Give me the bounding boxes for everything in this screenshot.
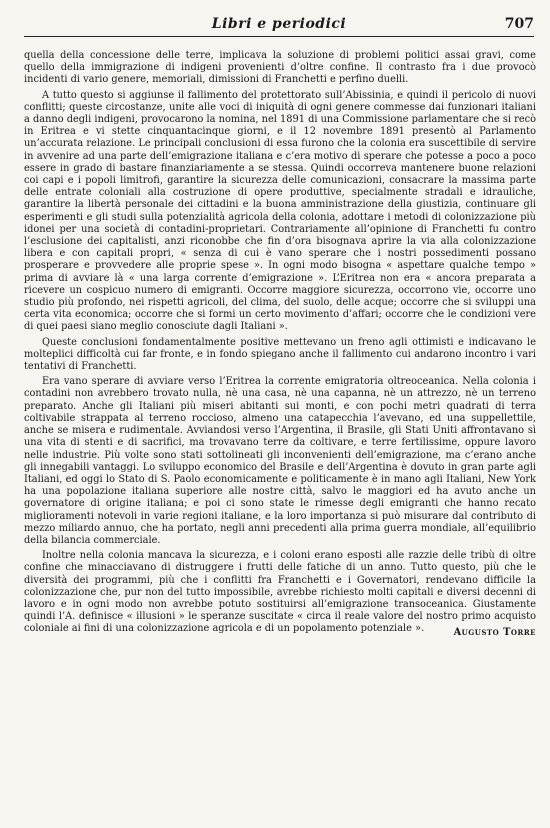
running-header — [24, 16, 534, 37]
paragraph-4: Era vano sperare di avviare verso l’Eritrea la corrente emigratoria oltreoceanica. Nella colonia i contadini non avrebbero trovato nulla, nè una casa, nè una capanna, nè un attrezzo, nè un terreno preparato. Anche gli Italiani più miseri abitanti sui monti, e con pochi metri quadrati di terra coltivabile strappata al terreno roccioso, almeno una catapecchia l’avevano, ed una suppellettile, anche se misera e rudimentale. Avviandosi verso l’Argentina, il Brasile, gli Stati Uniti affrontavano sì una vita di stenti e di sacrifici, ma trovavano terre da coltivare, e terre fertilissime, oppure lavoro nelle industrie. Più volte sono stati sottolineati gli inconvenienti dell’emigrazione, ma c’erano anche gli innegabili vantaggi. Lo sviluppo economico del Brasile e dell’Argentina è dovuto in gran parte agli Italiani, ed oggi lo Stato di S. Paolo economicamente e politicamente è in mano agli Italiani, New York ha una popolazione italiana superiore alle nostre città, salvo le maggiori ed ha avuto anche un governatore di origine italiana; e poi ci sono state le rimesse degli emigranti che hanno recato miglioramenti notevoli in varie regioni italiane, e la loro importanza si può misurare dal contributo di mezzo miliardo annuo, che ha portato, negli anni precedenti alla prima guerra mondiale, all’equilibrio della bilancia commerciale. — [24, 376, 536, 546]
author-signature: Augusto Torre — [453, 626, 536, 638]
page-number: 707 — [504, 16, 534, 32]
section-title: Libri e periodici — [211, 16, 347, 32]
paragraph-1: quella della concessione delle terre, implicava la soluzione di problemi politici assai gravi, come quello della immigrazione di indigeni provenienti d’oltre confine. Il contrasto fra i due provocò incidenti di vario genere, memoriali, dimissioni di Franchetti e perfino duelli. — [24, 50, 536, 86]
article-body — [24, 50, 536, 639]
paragraph-3: Queste conclusioni fondamentalmente positive mettevano un freno agli ottimisti e indicavano le molteplici difficoltà cui far fronte, e in fondo spiegano anche il fallimento cui andarono incontro i vari tentativi di Franchetti. — [24, 336, 536, 373]
paragraph-2: A tutto questo si aggiunse il fallimento del protettorato sull’Abissinia, e quindi il pericolo di nuovi conflitti; queste circostanze, unite alle voci di iniquità di ogni genere commesse dai funzionari italiani a danno degli indigeni, provocarono la nomina, nel 1891 di una Commissione parlamentare che si recò in Eritrea e vi stette cinquantacinque giorni, e il 12 novembre 1891 presentò al Parlamento un’accurata relazione. Le principali conclusioni di essa furono che la colonia era suscettibile di servire in avvenire ad una parte dell’emigrazione italiana e c’era motivo di sperare che potesse a poco a poco essere in grado di bastare finanziariamente a se stessa. Quindi occorreva mantenere buone relazioni coi capi e i popoli limitrofi, garantire la sicurezza delle comunicazioni, consacrare la massima parte delle entrate coloniali alla costruzione di opere produttive, specialmente stradali e idrauliche, garantire la libertà personale dei cittadini e la buona amministrazione della giustizia, continuare gli esperimenti e gli studi sulla potenzialità agricola della colonia, adottare i metodi di colonizzazione più idonei per una società di contadini-proprietari. Contrariamente all’opinione di Franchetti fu contro l’esclusione dei capitalisti, anzi riconobbe che fin d’ora bisognava aprire la via alla colonizzazione libera e con capitali propri, « senza di cui è vano sperare che i nostri possedimenti possano prosperare e provvedere alle proprie spese ». In ogni modo bisogna « aspettare qualche tempo » prima di avviare là « una larga corrente d’emigrazione ». L’Eritrea non era « ancora preparata a ricevere un cospicuo numero di emigranti. Occorre maggiore sicurezza, occorrono vie, occorre uno studio più profondo, nei rispetti agricoli, del clima, del suolo, delle acque; occorre che si sviluppi una certa vita economica; occorre che si formi un certo movimento d’affari; occorre che le condizioni vere di quei paesi siano meglio conosciute dagli Italiani ». — [24, 89, 536, 333]
paragraph-5: Inoltre nella colonia mancava la sicurezza, e i coloni erano esposti alle razzie delle tribù di oltre confine che minacciavano di distruggere i frutti delle fatiche di un anno. Tutto questo, più che le diversità dei programmi, più che i conflitti fra Franchetti e i Governatori, rendevano difficile la colonizzazione che, pur non del tutto impossibile, avrebbe richiesto molti capitali e diversi decenni di lavoro e in ogni modo non avrebbe potuto sostituirsi all’emigrazione transoceanica. Giustamente quindi l’A. definisce « illusioni » le speranze suscitate « circa il reale valore del nostro primo acquisto coloniale ai fini di una colonizzazione agricola e di un popolamento potenziale ». — [24, 550, 536, 635]
